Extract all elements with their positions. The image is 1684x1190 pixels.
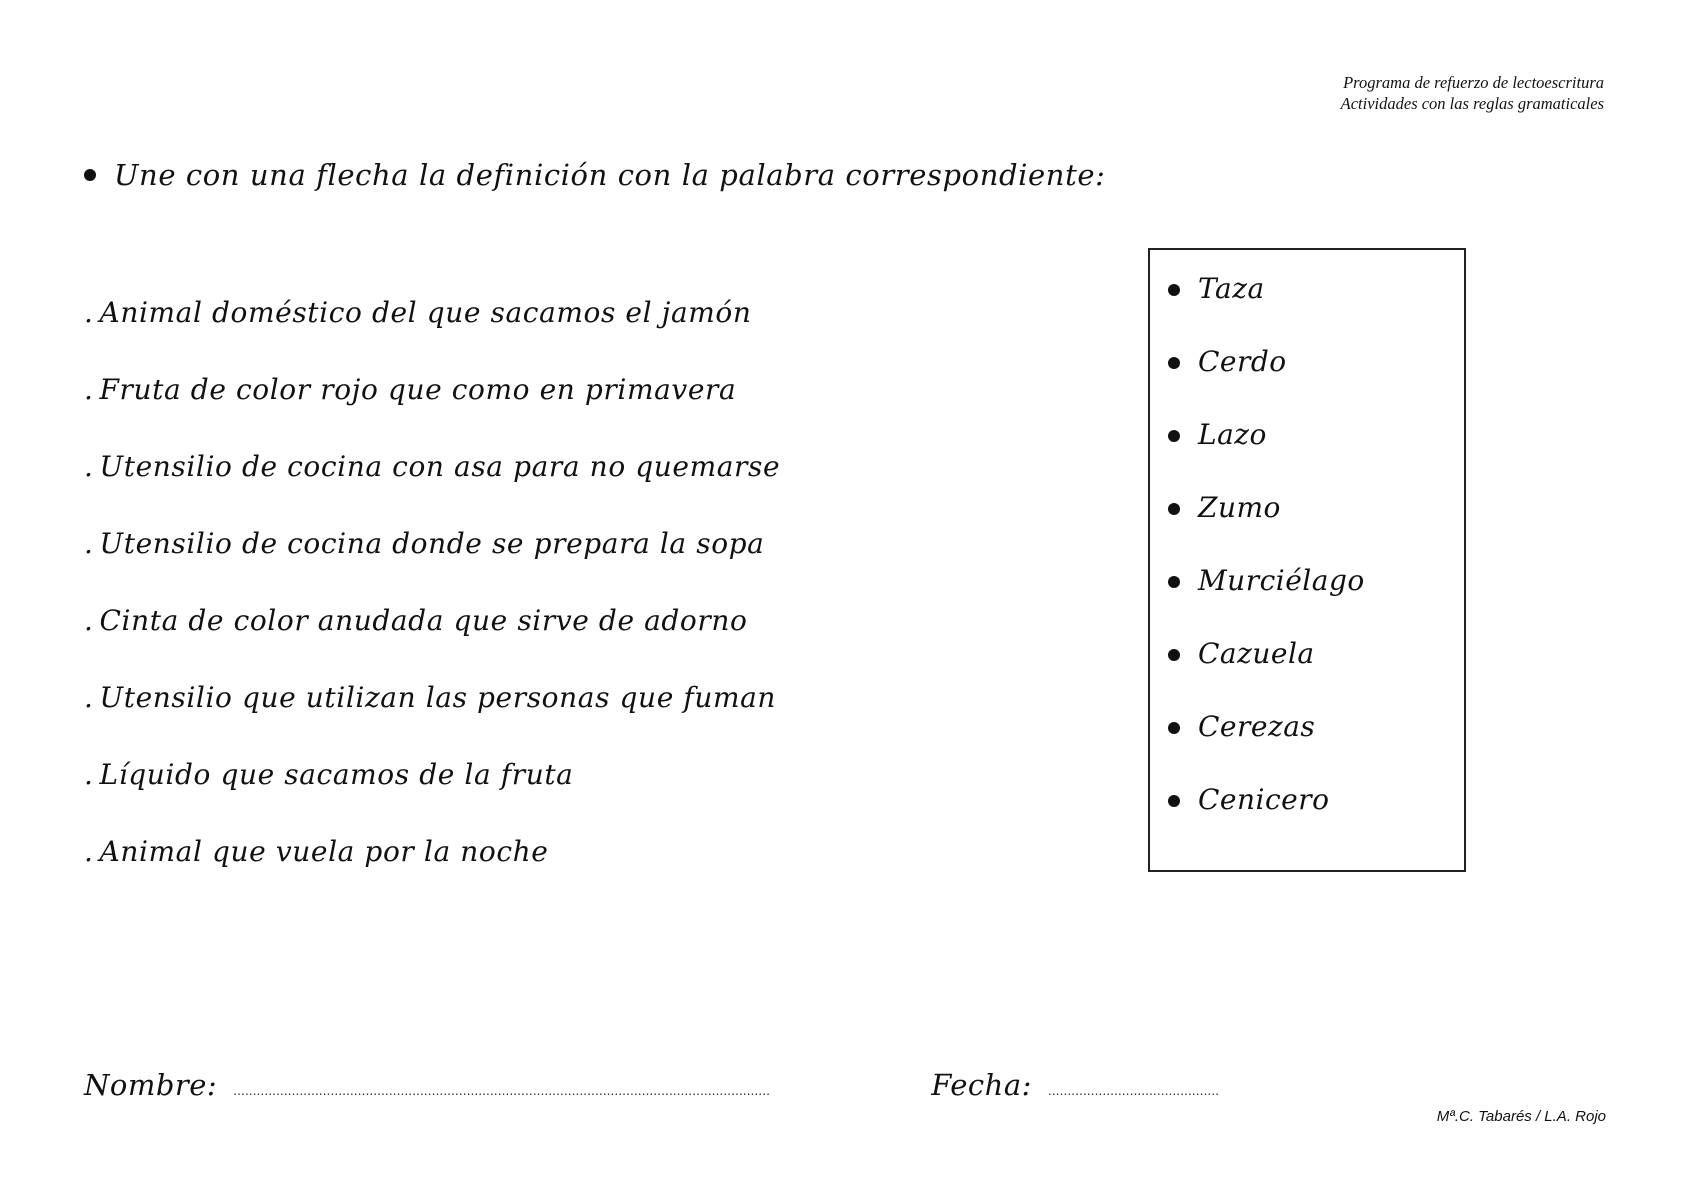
- list-marker: .: [84, 604, 94, 637]
- activity-subtitle: Actividades con las reglas gramaticales: [1340, 94, 1604, 113]
- word-text: Zumo: [1198, 491, 1281, 524]
- bullet-icon: [1168, 430, 1180, 442]
- list-marker: .: [84, 296, 94, 329]
- word-text: Lazo: [1198, 418, 1267, 451]
- definition-list: [84, 296, 780, 912]
- word-item: [1168, 272, 1365, 345]
- definition-item: [84, 681, 780, 758]
- definition-text: Utensilio de cocina con asa para no quemarse: [99, 450, 781, 483]
- definition-item: [84, 450, 780, 527]
- footer-fields: [84, 1068, 1268, 1102]
- definition-item: [84, 373, 780, 450]
- list-marker: .: [84, 373, 94, 406]
- word-list: [1168, 272, 1365, 856]
- word-text: Taza: [1198, 272, 1265, 305]
- word-item: [1168, 418, 1365, 491]
- bullet-icon: [1168, 576, 1180, 588]
- list-marker: .: [84, 835, 94, 868]
- name-label: Nombre:: [84, 1068, 218, 1102]
- definition-item: [84, 758, 780, 835]
- definition-text: Fruta de color rojo que como en primavera: [99, 373, 737, 406]
- list-marker: .: [84, 681, 94, 714]
- list-marker: .: [84, 450, 94, 483]
- word-text: Cerezas: [1198, 710, 1316, 743]
- word-text: Murciélago: [1198, 564, 1365, 597]
- word-text: Cerdo: [1198, 345, 1287, 378]
- word-text: Cazuela: [1198, 637, 1315, 670]
- word-item: [1168, 783, 1365, 856]
- definition-item: [84, 835, 780, 912]
- bullet-icon: [1168, 284, 1180, 296]
- definition-text: Utensilio que utilizan las personas que fuman: [99, 681, 777, 714]
- word-item: [1168, 564, 1365, 637]
- definition-text: Animal doméstico del que sacamos el jamón: [99, 296, 752, 329]
- date-field[interactable]: ............................................: [1047, 1082, 1220, 1098]
- word-item: [1168, 710, 1365, 783]
- bullet-icon: [1168, 722, 1180, 734]
- date-label: Fecha:: [931, 1068, 1032, 1102]
- name-field[interactable]: ..........................................................................................................................................: [233, 1082, 770, 1098]
- instruction-text: Une con una flecha la definición con la palabra correspondiente:: [114, 158, 1106, 192]
- definition-text: Cinta de color anudada que sirve de adorno: [99, 604, 748, 637]
- definition-text: Animal que vuela por la noche: [99, 835, 549, 868]
- bullet-icon: [1168, 795, 1180, 807]
- credits: Mª.C. Tabarés / L.A. Rojo: [1436, 1108, 1606, 1125]
- definition-text: Utensilio de cocina donde se prepara la sopa: [99, 527, 765, 560]
- list-marker: .: [84, 527, 94, 560]
- definition-item: [84, 296, 780, 373]
- word-text: Cenicero: [1198, 783, 1330, 816]
- bullet-icon: [1168, 357, 1180, 369]
- definition-item: [84, 604, 780, 681]
- definition-item: [84, 527, 780, 604]
- instruction: [84, 158, 1105, 192]
- word-item: [1168, 491, 1365, 564]
- bullet-icon: [1168, 649, 1180, 661]
- word-item: [1168, 345, 1365, 418]
- bullet-icon: [84, 169, 96, 181]
- definition-text: Líquido que sacamos de la fruta: [99, 758, 574, 791]
- worksheet-header: [1341, 72, 1604, 114]
- list-marker: .: [84, 758, 94, 791]
- program-title: Programa de refuerzo de lectoescritura: [1343, 73, 1604, 92]
- word-item: [1168, 637, 1365, 710]
- word-box: [1148, 248, 1466, 872]
- bullet-icon: [1168, 503, 1180, 515]
